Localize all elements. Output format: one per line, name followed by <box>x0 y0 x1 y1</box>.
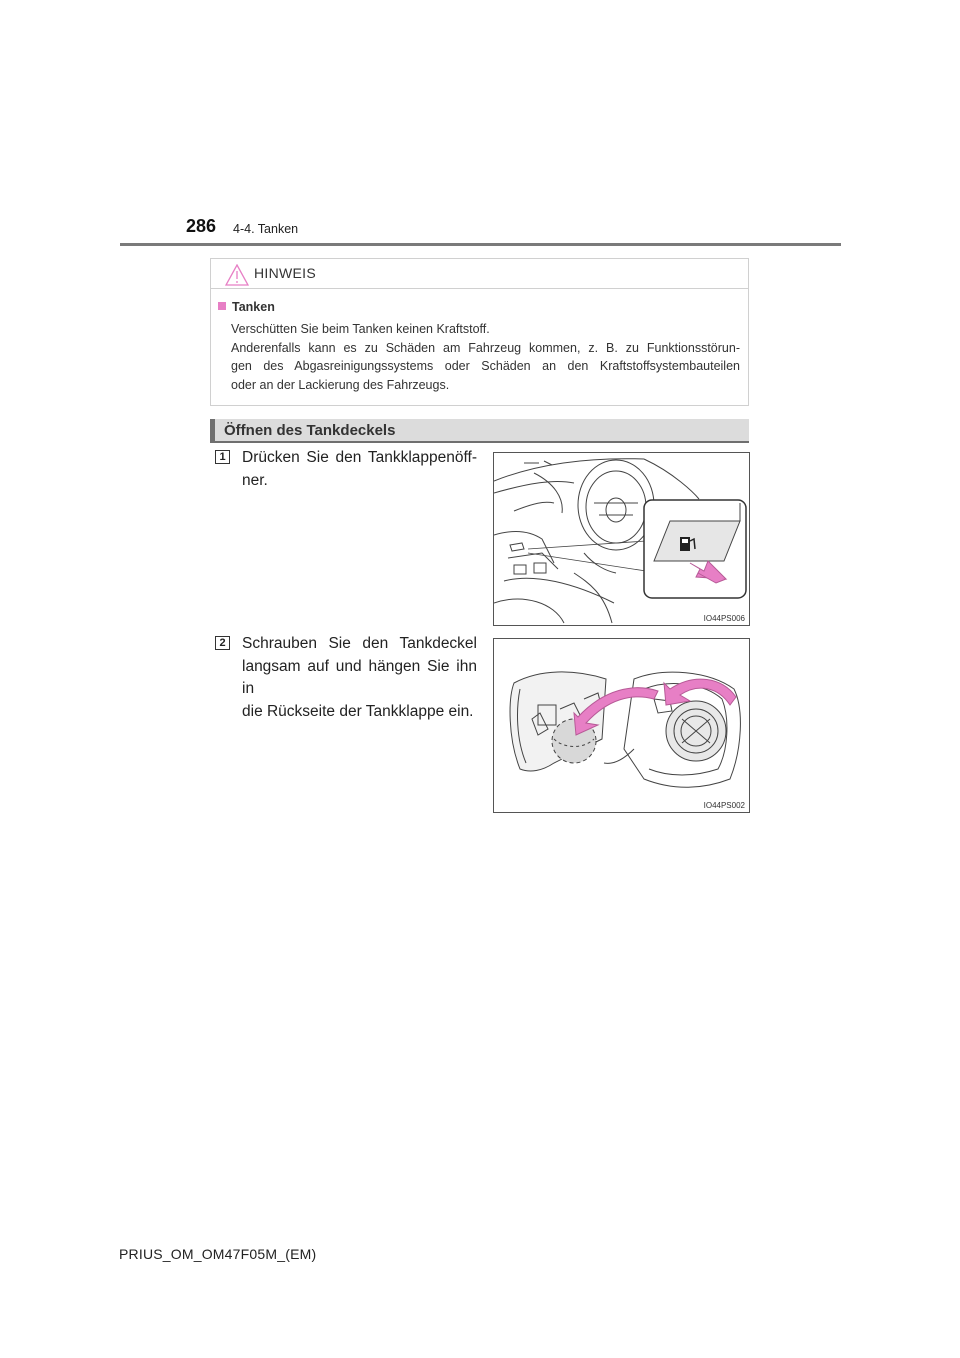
footer-document-code: PRIUS_OM_OM47F05M_(EM) <box>119 1246 317 1262</box>
section-heading-bar <box>210 419 749 443</box>
warning-triangle-icon <box>225 264 249 286</box>
dashboard-illustration <box>494 453 749 625</box>
notice-text <box>231 320 740 395</box>
step-line: ner. <box>242 471 268 489</box>
section-bar-accent <box>210 419 215 441</box>
section-title: Öffnen des Tankdeckels <box>224 422 396 439</box>
figure-fuel-door-opener <box>493 452 750 626</box>
notice-subhead: Tanken <box>232 300 275 314</box>
section-label: 4-4. Tanken <box>233 222 299 236</box>
notice-line: gen des Abgasreinigungssystems oder Schäden an den Kraftstoffsystembauteilen <box>231 359 740 374</box>
header-rule <box>120 243 841 246</box>
figure-code: IO44PS002 <box>703 801 745 810</box>
step-1-text <box>242 447 477 492</box>
step-number-badge: 2 <box>215 636 230 650</box>
notice-line: oder an der Lackierung des Fahrzeugs. <box>231 378 450 393</box>
notice-line: Verschütten Sie beim Tanken keinen Kraftstoff. <box>231 322 490 336</box>
step-line: die Rückseite der Tankklappe ein. <box>242 702 474 720</box>
notice-line: Anderenfalls kann es zu Schäden am Fahrzeug kommen, z. B. zu Funktionsstörun- <box>231 340 740 355</box>
notice-header <box>211 259 748 289</box>
notice-bullet-icon <box>218 302 226 310</box>
step-line: Drücken Sie den Tankklappenöff- <box>242 449 477 466</box>
step-2-text <box>242 633 477 723</box>
step-number-badge: 1 <box>215 450 230 464</box>
figure-code: IO44PS006 <box>703 614 745 623</box>
step-line: langsam auf und hängen Sie ihn in <box>242 657 477 697</box>
step-line: Schrauben Sie den Tankdeckel <box>242 635 477 652</box>
figure-fuel-cap <box>493 638 750 813</box>
fuel-cap-illustration <box>494 639 749 812</box>
page-number: 286 <box>186 216 217 236</box>
notice-box <box>210 258 749 406</box>
notice-title: HINWEIS <box>254 265 316 281</box>
